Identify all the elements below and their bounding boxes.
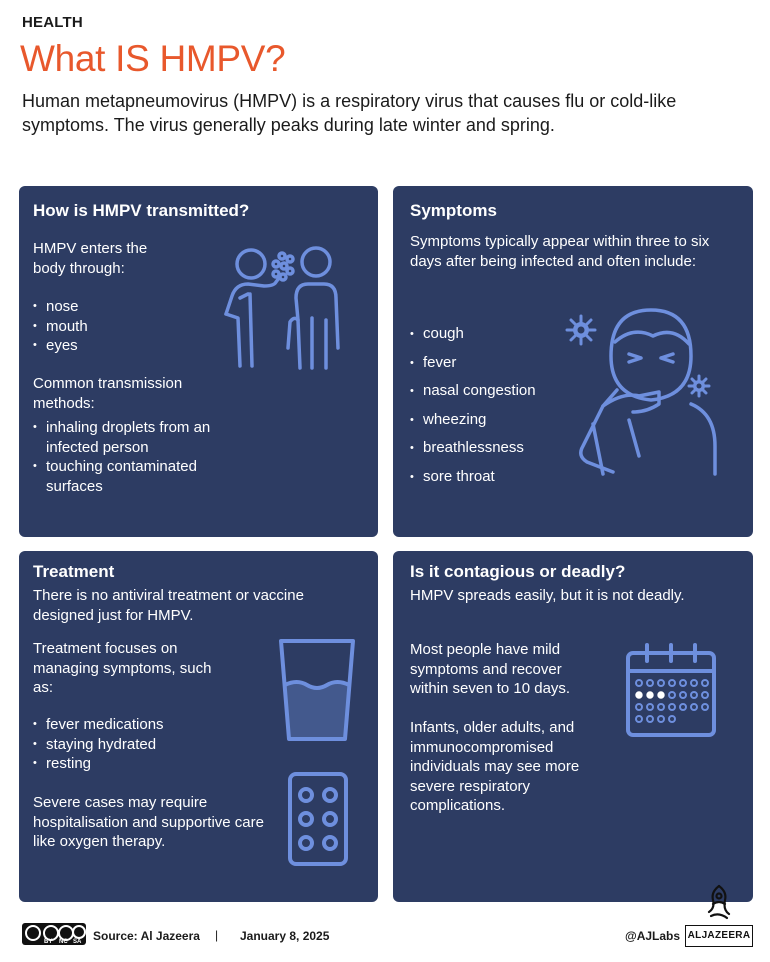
license-label: BY <box>44 939 53 945</box>
treatment-list <box>33 715 164 774</box>
contagious-text-2: Most people have mild symptoms and recover within seven to 10 days. <box>410 641 571 697</box>
list-item: • wheezing <box>410 406 536 435</box>
symptoms-heading: Symptoms <box>410 201 497 220</box>
treatment-card <box>19 551 378 902</box>
list-item: • nose <box>33 297 88 317</box>
source-text: Source: Al Jazeera <box>93 929 200 943</box>
al-jazeera-logo-icon <box>703 882 735 922</box>
list-item: • inhaling droplets from an infected person <box>33 418 233 457</box>
social-handle: @AJLabs <box>625 929 681 943</box>
section-label: HEALTH <box>22 14 83 31</box>
list-item: • mouth <box>33 317 88 337</box>
transmission-heading: How is HMPV transmitted? <box>33 201 250 220</box>
calendar-icon <box>625 643 717 739</box>
contagious-text-3: Infants, older adults, and immunocompromised individuals may see more severe respiratory complications. <box>410 719 580 814</box>
treatment-text-2: Treatment focuses on managing symptoms, such as: <box>33 640 212 696</box>
pill-pack-icon <box>287 771 349 867</box>
transmission-enters-text: HMPV enters the body through: <box>33 240 148 277</box>
list-item: • sore throat <box>410 463 536 492</box>
list-item: • breathlessness <box>410 434 536 463</box>
page-title: What IS HMPV? <box>20 38 286 79</box>
list-item: • eyes <box>33 336 88 356</box>
al-jazeera-brand: ALJAZEERA <box>685 925 753 947</box>
list-item: • fever <box>410 349 536 378</box>
footer <box>0 920 770 960</box>
treatment-text-1: There is no antiviral treatment or vaccine designed just for HMPV. <box>33 587 304 624</box>
contagious-heading: Is it contagious or deadly? <box>410 562 626 581</box>
creative-commons-license-icon <box>22 923 86 945</box>
license-label: NC <box>59 939 68 945</box>
treatment-text-3: Severe cases may require hospitalisation and supportive care like oxygen therapy. <box>33 794 264 850</box>
contagious-card <box>393 551 753 902</box>
list-item: • staying hydrated <box>33 735 164 755</box>
list-item: • resting <box>33 754 164 774</box>
sneezing-person-icon <box>563 296 733 486</box>
glass-of-water-icon <box>277 635 357 745</box>
publish-date: January 8, 2025 <box>240 929 330 943</box>
transmission-methods-text: Common transmission methods: <box>33 375 183 412</box>
entry-points-list <box>33 297 88 356</box>
list-item: • nasal congestion <box>410 377 536 406</box>
treatment-heading: Treatment <box>33 562 115 581</box>
list-item: • cough <box>410 320 536 349</box>
symptoms-card <box>393 186 753 537</box>
methods-list <box>33 418 233 496</box>
transmission-card <box>19 186 378 537</box>
symptoms-text: Symptoms typically appear within three to six days after being infected and often include: <box>410 233 710 270</box>
footer-separator: | <box>215 928 219 942</box>
two-people-sneeze-icon <box>214 238 374 398</box>
contagious-text-1: HMPV spreads easily, but it is not deadly. <box>410 587 685 604</box>
list-item: • fever medications <box>33 715 164 735</box>
list-item: • touching contaminated surfaces <box>33 457 233 496</box>
symptoms-list <box>410 320 536 491</box>
license-label: SA <box>73 939 82 945</box>
intro-text: Human metapneumovirus (HMPV) is a respiratory virus that causes flu or cold-like symptoms. The virus generally peaks during late winter and spring. <box>22 91 677 135</box>
